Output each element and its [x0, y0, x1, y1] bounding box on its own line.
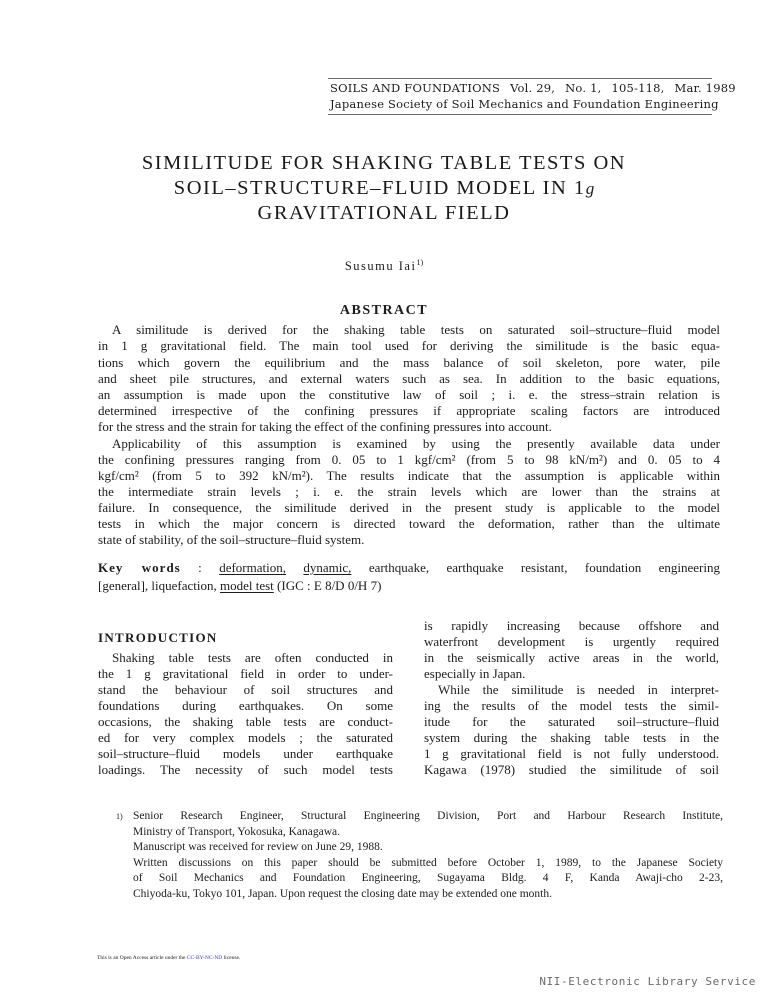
abstract-line: determined irrespective of the confining pressures if appropriate scaling factors are introduced — [98, 403, 720, 418]
author-name: Susumu Iai — [344, 259, 417, 274]
keywords-label: Key words — [98, 560, 181, 575]
footnote-line: Chiyoda-ku, Tokyo 101, Japan. Upon request the closing date may be extended one month. — [133, 888, 552, 900]
intro-right-line: 1 g gravitational field is not fully understood. — [424, 746, 719, 761]
nii-watermark: NII-Electronic Library Service — [539, 975, 756, 988]
abstract-line: the confining pressures ranging from 0. 05 to 1 kgf/cm² (from 5 to 98 kN/m²) and 0. 05 to 4 — [98, 452, 720, 467]
journal-volume: Vol. 29, — [510, 81, 556, 95]
license-link[interactable]: CC-BY-NC-ND — [186, 955, 223, 961]
abstract-line: A similitude is derived for the shaking table tests on saturated soil–structure–fluid model — [112, 322, 720, 337]
intro-right-line: waterfront development is urgently required — [424, 634, 719, 649]
footnote-mark: 1) — [116, 812, 123, 821]
journal-date: Mar. 1989 — [674, 81, 736, 95]
intro-left-line: ed for very complex models ; the saturated — [98, 730, 393, 745]
open-access-notice: This is an Open Access article under the CC-BY-NC-ND license. — [97, 955, 241, 961]
title-line-3: GRAVITATIONAL FIELD — [257, 202, 511, 224]
intro-right-line: system during the shaking table tests in the — [424, 730, 719, 745]
igc-code: (IGC : E 8/D 0/H 7) — [273, 578, 382, 593]
footnote-line: Senior Research Engineer, Structural Engineering Division, Port and Harbour Research Institute, — [133, 810, 723, 822]
footnote-line: Written discussions on this paper should be submitted before October 1, 1989, to the Japanese Society — [133, 857, 723, 869]
abstract-line: for the stress and the strain for taking the effect of the confining pressures into account. — [98, 419, 552, 434]
keyword-model-test: model test — [220, 578, 274, 593]
journal-number: No. 1, — [565, 81, 602, 95]
intro-right-line: ing the results of the model tests the simil- — [424, 698, 719, 713]
intro-right-line: Kagawa (1978) studied the similitude of soil — [424, 762, 719, 777]
intro-left-line: Shaking table tests are often conducted in — [112, 650, 393, 665]
intro-left-line: the 1 g gravitational field in order to under- — [98, 666, 393, 681]
title-line-1: SIMILITUDE FOR SHAKING TABLE TESTS ON — [141, 152, 627, 174]
abstract-heading: ABSTRACT — [339, 303, 429, 318]
abstract-line: the intermediate strain levels ; i. e. the strain levels which are lower than the strains at — [98, 484, 720, 499]
keywords-line-2: [general], liquefaction, model test (IGC : E 8/D 0/H 7) — [98, 578, 382, 593]
keywords-line-1: Key words : deformation, dynamic, earthquake, earthquake resistant, foundation engineering — [98, 560, 720, 575]
author — [0, 258, 768, 274]
intro-left-line: loadings. The necessity of such model tests — [98, 762, 393, 777]
keyword-deformation: deformation, — [219, 560, 286, 575]
keyword-dynamic: dynamic, — [303, 560, 352, 575]
abstract-line: and sheet pile structures, and external waters such as sea. In addition to the basic equations, — [98, 371, 720, 386]
intro-right-line: While the similitude is needed in interpret- — [438, 682, 719, 697]
intro-right-line: itude for the saturated soil–structure–fluid — [424, 714, 719, 729]
abstract-line: tests in which the major concern is directed toward the deformation, rather than the ultimate — [98, 516, 720, 531]
journal-pages: 105-118, — [611, 81, 665, 95]
footnote-line: Ministry of Transport, Yokosuka, Kanagawa. — [133, 826, 340, 838]
abstract-line: an assumption is made upon the constitutive law of soil ; i. e. the stress–strain relation is — [98, 387, 720, 402]
header-rule-top — [328, 78, 712, 79]
abstract-line: failure. In consequence, the similitude derived in the present study is applicable to the model — [98, 500, 720, 515]
abstract-line: kgf/cm² (from 5 to 392 kN/m²). The results indicate that the assumption is applicable within — [98, 468, 720, 483]
author-footnote-mark: 1) — [416, 258, 424, 267]
abstract-line: state of stability, of the soil–structure–fluid system. — [98, 532, 365, 547]
abstract-line: in 1 g gravitational field. The main tool used for deriving the similitude is the basic equa- — [98, 338, 720, 353]
introduction-heading: INTRODUCTION — [98, 630, 218, 645]
abstract-line: tions which govern the equilibrium and the mass balance of soil skeleton, pore water, pile — [98, 355, 720, 370]
footnote-line: of Soil Mechanics and Foundation Engineering, Sugayama Bldg. 4 F, Kanda Awaji-cho 2-23, — [133, 872, 723, 884]
intro-left-line: soil–structure–fluid models under earthquake — [98, 746, 393, 761]
title-line-2: SOIL–STRUCTURE–FLUID MODEL IN 1g — [173, 177, 595, 199]
intro-right-line: is rapidly increasing because offshore and — [424, 618, 719, 633]
intro-left-line: foundations during earthquakes. On some — [98, 698, 393, 713]
journal-society: Japanese Society of Soil Mechanics and Foundation Engineering — [330, 97, 719, 111]
intro-left-line: stand the behaviour of soil structures and — [98, 682, 393, 697]
footnote-line: Manuscript was received for review on June 29, 1988. — [133, 841, 383, 853]
header-rule-bottom — [328, 114, 712, 115]
intro-right-line: in the seismically active areas in the world, — [424, 650, 719, 665]
journal-name: SOILS AND FOUNDATIONS — [330, 81, 501, 95]
abstract-line: Applicability of this assumption is examined by using the presently available data under — [112, 436, 720, 451]
journal-citation — [330, 81, 736, 95]
intro-right-line: especially in Japan. — [424, 666, 526, 681]
intro-left-line: occasions, the shaking table tests are conduct- — [98, 714, 393, 729]
